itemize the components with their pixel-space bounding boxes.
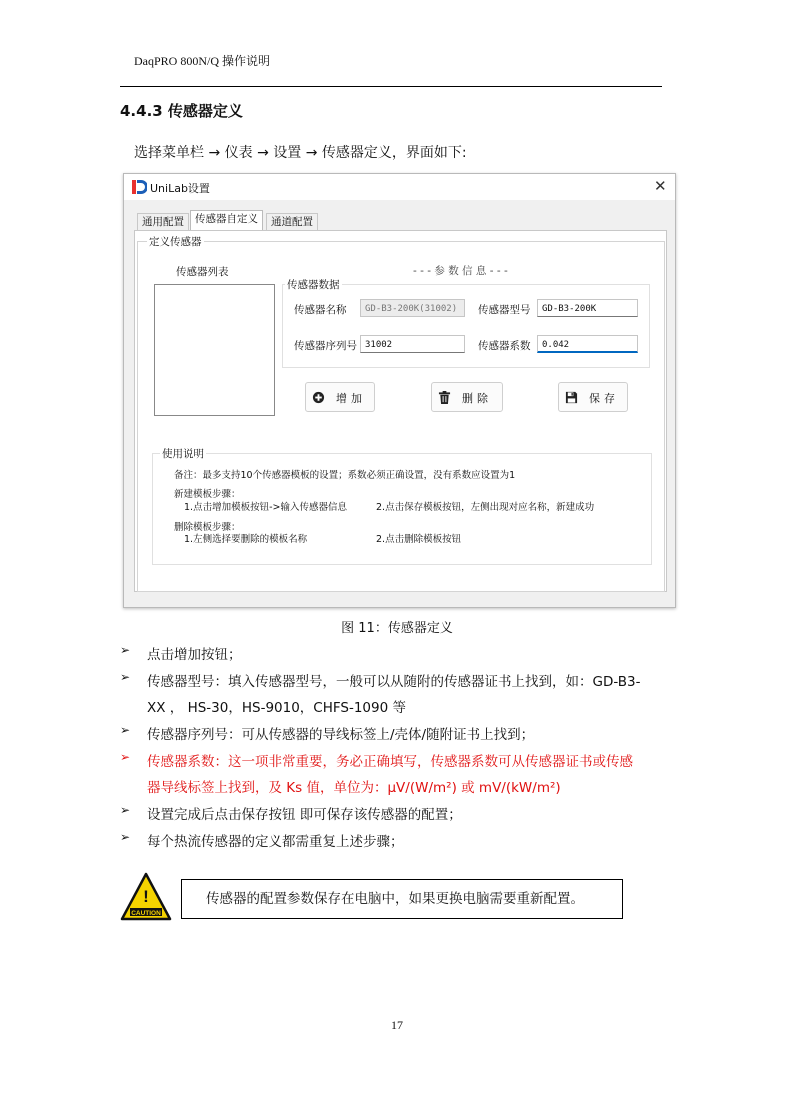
add-button-label: 增加 xyxy=(336,392,366,405)
delete-template-step-2: 2.点击删除模板按钮 xyxy=(376,534,462,545)
param-info-title: - - - 参 数 信 息 - - - xyxy=(413,265,508,277)
figure-caption: 图 11：传感器定义 xyxy=(341,621,453,636)
usage-title: 使用说明 xyxy=(162,448,204,460)
svg-text:CAUTION: CAUTION xyxy=(131,910,161,917)
page-number: 17 xyxy=(391,1018,403,1032)
delete-button-label: 删除 xyxy=(462,392,492,405)
section-title: 4.4.3 传感器定义 xyxy=(120,102,243,120)
sensor-data-group xyxy=(282,284,650,368)
page-header: DaqPRO 800N/Q 操作说明 xyxy=(134,54,271,68)
save-button[interactable] xyxy=(558,382,628,412)
sensor-name-field[interactable]: GD-B3-200K(31002) xyxy=(360,299,465,317)
new-template-step-2: 2.点击保存模板按钮，左侧出现对应名称，新建成功 xyxy=(376,502,595,513)
tab-sensor-custom[interactable]: 传感器自定义 xyxy=(190,210,263,231)
caution-note: 传感器的配置参数保存在电脑中，如果更换电脑需要重新配置。 xyxy=(181,879,623,919)
tab-channel[interactable]: 通道配置 xyxy=(266,213,318,231)
delete-template-title: 删除模板步骤： xyxy=(174,522,241,533)
bullet-arrow-icon: ➢ xyxy=(120,830,131,844)
save-button-label: 保存 xyxy=(589,392,619,405)
bullet-arrow-icon: ➢ xyxy=(120,723,131,737)
sensor-name-label: 传感器名称 xyxy=(294,304,347,316)
sensor-serial-label: 传感器序列号 xyxy=(294,340,357,352)
delete-template-step-1: 1.左侧选择要删除的模板名称 xyxy=(184,534,308,545)
svg-text:!: ! xyxy=(143,887,149,906)
intro-text: 选择菜单栏 → 仪表 → 设置 → 传感器定义，界面如下: xyxy=(134,145,467,161)
sensor-list[interactable] xyxy=(154,284,275,416)
floppy-disk-icon xyxy=(565,391,578,404)
close-icon[interactable]: ✕ xyxy=(654,177,667,195)
caution-icon xyxy=(120,872,172,922)
trash-icon xyxy=(438,391,451,404)
plus-circle-icon xyxy=(312,391,325,404)
sensor-coef-field[interactable]: 0.042 xyxy=(537,335,638,353)
define-sensor-group-title: 定义传感器 xyxy=(149,236,202,248)
sensor-serial-field[interactable]: 31002 xyxy=(360,335,465,353)
new-template-step-1: 1.点击增加模板按钮->输入传感器信息 xyxy=(184,502,347,513)
header-divider xyxy=(120,86,662,87)
bullet-arrow-icon: ➢ xyxy=(120,750,131,764)
new-template-title: 新建模板步骤： xyxy=(174,489,241,500)
sensor-model-label: 传感器型号 xyxy=(478,304,531,316)
unilab-logo-icon xyxy=(131,179,147,195)
bullet-arrow-icon: ➢ xyxy=(120,643,131,657)
usage-note: 备注：最多支持10个传感器模板的设置；系数必须正确设置，没有系数应设置为1 xyxy=(174,470,516,481)
window-title: UniLab设置 xyxy=(150,182,210,195)
delete-button[interactable] xyxy=(431,382,503,412)
sensor-coef-label: 传感器系数 xyxy=(478,340,531,352)
add-button[interactable] xyxy=(305,382,375,412)
unilab-settings-dialog xyxy=(123,173,676,608)
title-bar xyxy=(124,174,675,200)
sensor-data-title: 传感器数据 xyxy=(287,279,340,291)
sensor-list-label: 传感器列表 xyxy=(176,266,229,278)
tab-general[interactable]: 通用配置 xyxy=(137,213,189,231)
bullet-arrow-icon: ➢ xyxy=(120,803,131,817)
sensor-model-field[interactable]: GD-B3-200K xyxy=(537,299,638,317)
bullet-arrow-icon: ➢ xyxy=(120,670,131,684)
